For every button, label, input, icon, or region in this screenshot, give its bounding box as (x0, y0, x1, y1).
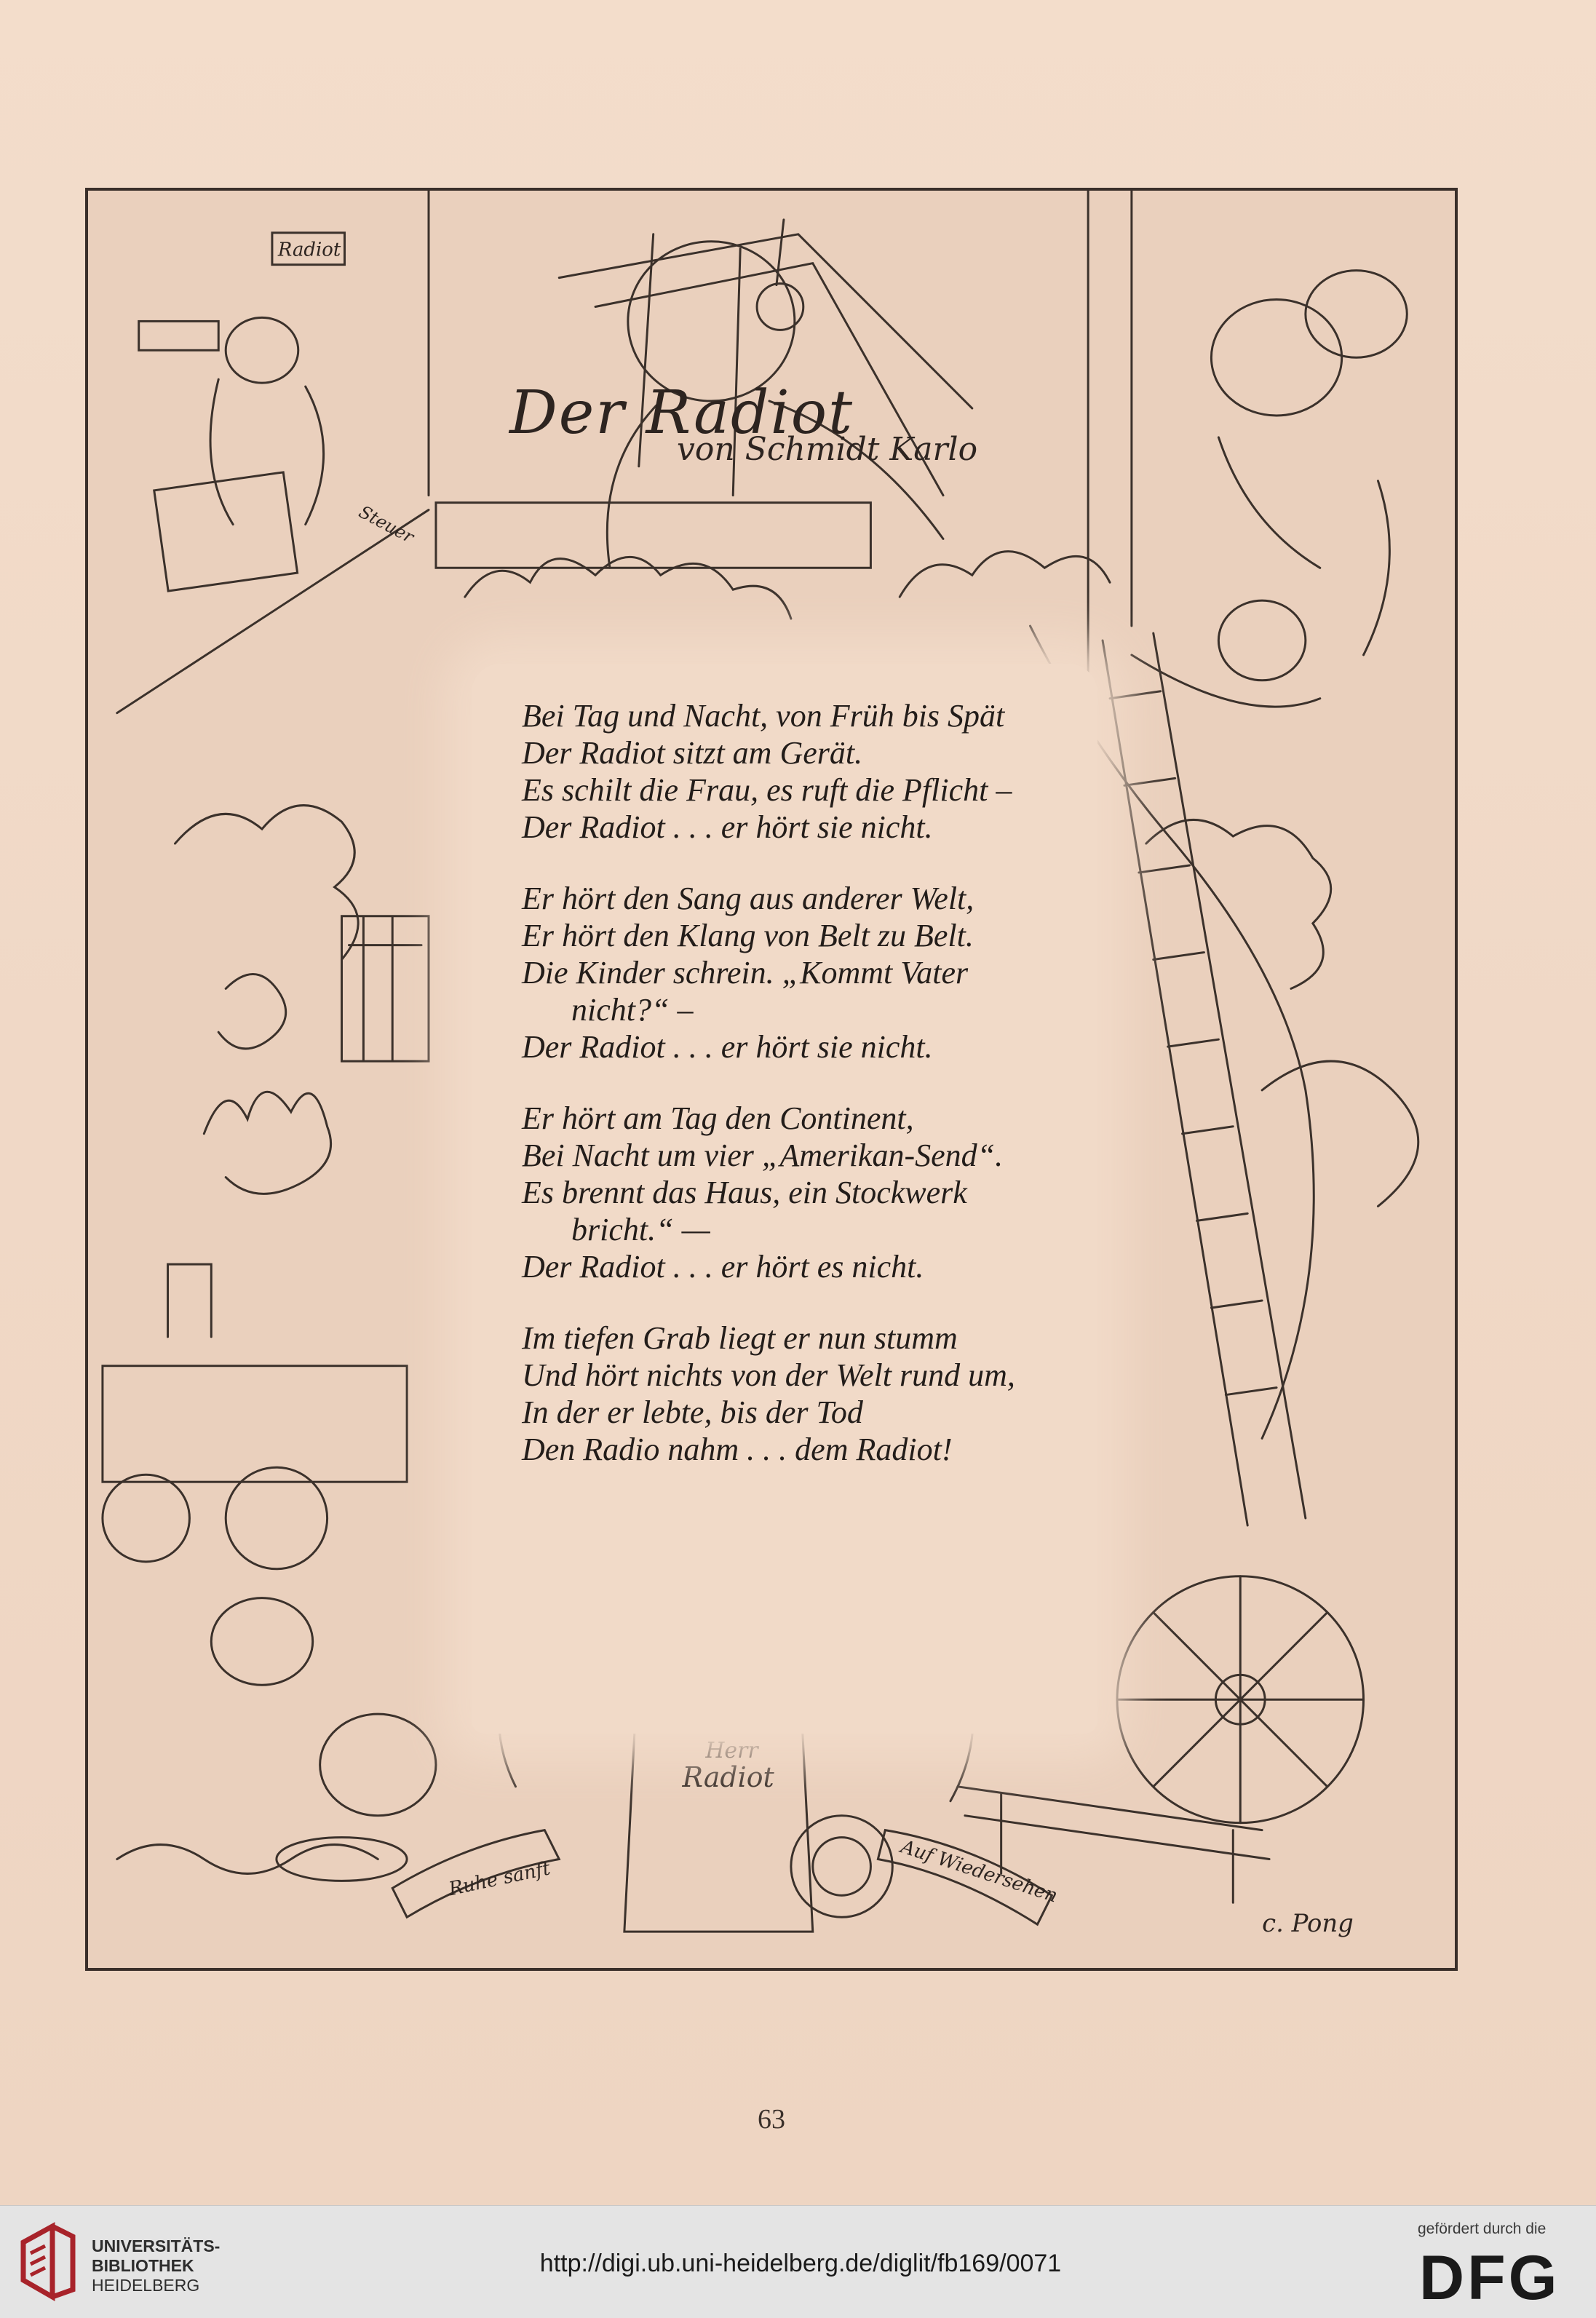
poem-title: Der Radiot (509, 378, 854, 448)
sign-left-text: Steuer (355, 501, 418, 547)
university-library-logo-icon[interactable] (16, 2220, 80, 2304)
tombstone-line-3: Herr (705, 1737, 758, 1763)
ribbon-left-text: Ruhe sanft (447, 1857, 552, 1901)
poem-line: nicht?“ – (571, 992, 694, 1028)
poem-line: Bei Tag und Nacht, von Früh bis Spät (522, 698, 1005, 734)
university-library-name[interactable] (92, 2236, 220, 2295)
library-line: HEIDELBERG (92, 2276, 200, 2295)
poem-line: Es brennt das Haus, ein Stockwerk (522, 1175, 967, 1210)
stanza-3 (522, 1100, 1075, 1285)
permalink-url[interactable]: http://digi.ub.uni-heidelberg.de/diglit/fb169/0071 (539, 2250, 1062, 2277)
poem-line: Er hört den Sang aus anderer Welt, (522, 881, 974, 916)
title-block (408, 371, 1033, 466)
poem-line: In der er lebte, bis der Tod (522, 1394, 863, 1430)
poem-byline: von Schmidt Karlo (677, 431, 978, 468)
footer-bar (0, 2205, 1596, 2318)
funding-caption: gefördert durch die (1418, 2220, 1547, 2237)
poem-line: Der Radiot sitzt am Gerät. (522, 735, 863, 771)
poem-line: Es schilt die Frau, es ruft die Pflicht – (522, 772, 1012, 808)
dfg-logo[interactable]: DFG (1419, 2243, 1560, 2313)
stanza-4 (522, 1319, 1075, 1468)
poem-line: Er hört den Klang von Belt zu Belt. (522, 918, 974, 953)
library-line: UNIVERSITÄTS- (92, 2236, 221, 2255)
poem-line: Er hört am Tag den Continent, (522, 1100, 914, 1136)
artist-signature: c. Pong (1262, 1909, 1354, 1938)
stanza-2 (522, 880, 1075, 1065)
poem-line: Und hört nichts von der Welt rund um, (522, 1357, 1015, 1393)
sign-top-text: Radiot (277, 239, 341, 261)
poem-line: bricht.“ — (571, 1212, 710, 1247)
poem-text (522, 697, 1075, 1502)
poem-line: Der Radiot . . . er hört sie nicht. (522, 809, 933, 845)
ribbon-right-text: Auf Wiedersehen (898, 1835, 1060, 1908)
stanza-1 (522, 697, 1075, 846)
tombstone-line-4: Radiot (682, 1761, 774, 1793)
poem-line: Im tiefen Grab liegt er nun stumm (522, 1320, 958, 1356)
poem-line: Der Radiot . . . er hört es nicht. (522, 1249, 924, 1285)
page-number: 63 (758, 2104, 785, 2135)
library-line: BIBLIOTHEK (92, 2256, 194, 2275)
poem-line: Die Kinder schrein. „Kommt Vater (522, 955, 969, 991)
poem-line: Den Radio nahm . . . dem Radiot! (522, 1432, 953, 1467)
poem-line: Der Radiot . . . er hört sie nicht. (522, 1029, 933, 1065)
poem-line: Bei Nacht um vier „Amerikan-Send“. (522, 1138, 1004, 1173)
